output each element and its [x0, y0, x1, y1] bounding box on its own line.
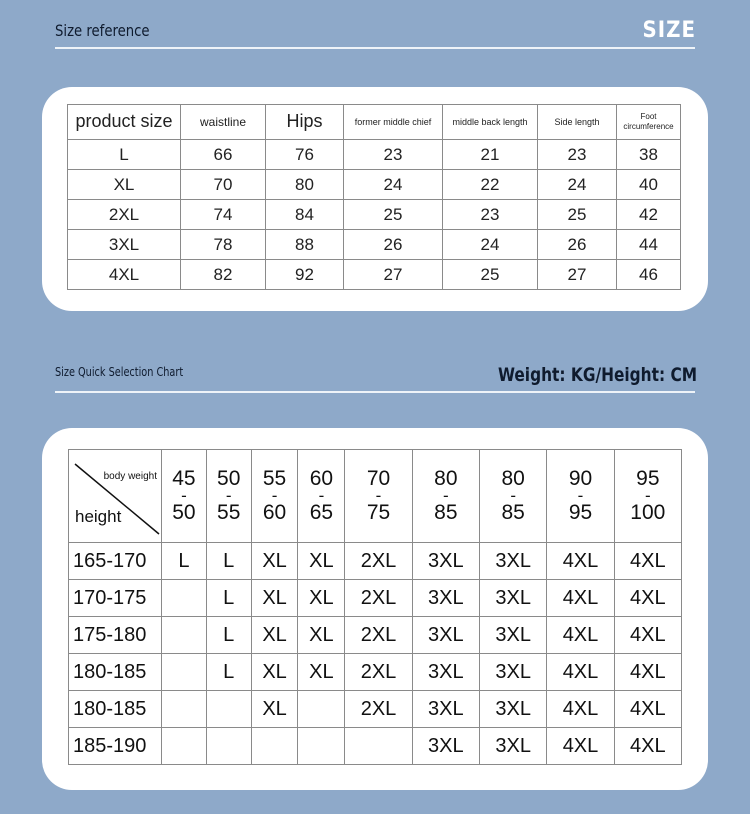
weight-range-header [614, 450, 681, 543]
col-former-middle-chief: former middle chief [344, 105, 443, 140]
recommended-size-cell [345, 728, 412, 765]
weight-from: 80 [434, 467, 458, 490]
measurement-cell: 26 [344, 230, 443, 260]
measurement-cell: 23 [344, 140, 443, 170]
recommended-size-cell: XL [298, 580, 345, 617]
quick-selection-title: Size Quick Selection Chart [55, 365, 184, 379]
table-row [68, 140, 681, 170]
measurement-cell: 23 [443, 200, 538, 230]
recommended-size-cell: XL [298, 654, 345, 691]
recommended-size-cell: 3XL [480, 728, 547, 765]
recommended-size-cell [162, 654, 207, 691]
range-dash: - [644, 486, 651, 506]
corner-weight-label: body weight [103, 471, 157, 482]
measurement-cell: 23 [538, 140, 617, 170]
height-range-label: 180-185 [69, 654, 162, 691]
quick-selection-table [68, 449, 682, 765]
recommended-size-cell: XL [251, 580, 298, 617]
recommended-size-cell [298, 691, 345, 728]
recommended-size-cell: 2XL [345, 654, 412, 691]
divider [55, 47, 695, 49]
corner-height-label: height [75, 507, 122, 526]
range-dash: - [443, 486, 449, 506]
table-row [69, 691, 682, 728]
table-row [69, 617, 682, 654]
recommended-size-cell: XL [251, 691, 298, 728]
weight-from: 55 [262, 467, 287, 490]
recommended-size-cell: XL [298, 543, 345, 580]
measurement-cell: 27 [538, 260, 617, 290]
recommended-size-cell: 3XL [412, 654, 479, 691]
weight-to: 65 [309, 500, 334, 524]
recommended-size-cell: L [206, 580, 251, 617]
measurement-cell: 88 [266, 230, 344, 260]
recommended-size-cell: 4XL [614, 728, 681, 765]
size-label: 3XL [68, 230, 181, 260]
col-foot-circumference: Foot circumference [617, 105, 681, 140]
size-table-header-row [68, 105, 681, 140]
recommended-size-cell: 4XL [547, 691, 614, 728]
recommended-size-cell [162, 580, 207, 617]
col-hips: Hips [266, 105, 344, 140]
recommended-size-cell: XL [298, 617, 345, 654]
weight-to: 55 [217, 500, 241, 524]
units-title: Weight: KG/Height: CM [498, 364, 698, 386]
col-product-size: product size [68, 105, 181, 140]
measurement-cell: 24 [538, 170, 617, 200]
table-row [69, 543, 682, 580]
table-row [69, 654, 682, 691]
measurement-cell: 66 [181, 140, 266, 170]
weight-from: 80 [501, 467, 525, 490]
measurement-cell: 92 [266, 260, 344, 290]
measurement-cell: 24 [443, 230, 538, 260]
recommended-size-cell: 3XL [480, 543, 547, 580]
weight-from: 95 [636, 467, 660, 490]
recommended-size-cell: 4XL [547, 728, 614, 765]
range-dash: - [181, 486, 187, 506]
measurement-cell: 46 [617, 260, 681, 290]
weight-range-header [206, 450, 251, 543]
measurement-cell: 27 [344, 260, 443, 290]
divider [55, 391, 695, 393]
recommended-size-cell: L [162, 543, 207, 580]
table-row [69, 580, 682, 617]
range-dash: - [271, 486, 278, 506]
recommended-size-cell: 3XL [480, 580, 547, 617]
range-dash: - [577, 486, 584, 506]
recommended-size-cell: 3XL [412, 580, 479, 617]
size-label: XL [68, 170, 181, 200]
col-side-length: Side length [538, 105, 617, 140]
weight-to: 85 [434, 500, 458, 524]
weight-to: 85 [501, 500, 525, 524]
size-table [67, 104, 681, 290]
measurement-cell: 25 [344, 200, 443, 230]
recommended-size-cell: XL [251, 543, 298, 580]
size-reference-title: Size reference [55, 21, 150, 40]
measurement-cell: 38 [617, 140, 681, 170]
weight-to: 75 [366, 500, 391, 524]
size-title: SIZE [642, 18, 696, 43]
weight-from: 50 [217, 467, 241, 490]
measurement-cell: 84 [266, 200, 344, 230]
weight-to: 60 [262, 500, 287, 524]
recommended-size-cell: 4XL [547, 617, 614, 654]
measurement-cell: 70 [181, 170, 266, 200]
recommended-size-cell [298, 728, 345, 765]
weight-range-header [547, 450, 614, 543]
measurement-cell: 74 [181, 200, 266, 230]
measurement-cell: 78 [181, 230, 266, 260]
table-row [68, 200, 681, 230]
recommended-size-cell: 3XL [412, 691, 479, 728]
measurement-cell: 44 [617, 230, 681, 260]
weight-range-header [412, 450, 479, 543]
recommended-size-cell: 4XL [547, 543, 614, 580]
measurement-cell: 26 [538, 230, 617, 260]
weight-range-header [162, 450, 207, 543]
height-range-label: 175-180 [69, 617, 162, 654]
weight-to: 95 [568, 500, 593, 524]
table-row [68, 260, 681, 290]
recommended-size-cell: 2XL [345, 691, 412, 728]
recommended-size-cell: 4XL [614, 580, 681, 617]
table-row [69, 728, 682, 765]
recommended-size-cell: 3XL [480, 691, 547, 728]
recommended-size-cell: L [206, 617, 251, 654]
range-dash: - [375, 486, 382, 506]
corner-cell [69, 450, 162, 543]
recommended-size-cell: 4XL [614, 617, 681, 654]
recommended-size-cell: L [206, 543, 251, 580]
weight-from: 90 [568, 467, 593, 490]
range-dash: - [318, 486, 325, 506]
weight-range-header [345, 450, 412, 543]
measurement-cell: 40 [617, 170, 681, 200]
recommended-size-cell: 4XL [614, 691, 681, 728]
measurement-cell: 82 [181, 260, 266, 290]
weight-range-header [298, 450, 345, 543]
recommended-size-cell: 3XL [412, 543, 479, 580]
recommended-size-cell: 4XL [614, 654, 681, 691]
recommended-size-cell [206, 728, 251, 765]
recommended-size-cell: 2XL [345, 580, 412, 617]
recommended-size-cell: 4XL [614, 543, 681, 580]
weight-to: 50 [172, 500, 196, 524]
measurement-cell: 21 [443, 140, 538, 170]
measurement-cell: 24 [344, 170, 443, 200]
recommended-size-cell: 3XL [480, 617, 547, 654]
size-label: 2XL [68, 200, 181, 230]
recommended-size-cell: XL [251, 654, 298, 691]
recommended-size-cell: 4XL [547, 654, 614, 691]
weight-from: 60 [309, 467, 334, 490]
height-range-label: 185-190 [69, 728, 162, 765]
weight-range-header [251, 450, 298, 543]
height-range-label: 180-185 [69, 691, 162, 728]
measurement-cell: 80 [266, 170, 344, 200]
height-range-label: 170-175 [69, 580, 162, 617]
recommended-size-cell [162, 691, 207, 728]
recommended-size-cell: 3XL [412, 617, 479, 654]
recommended-size-cell: 3XL [480, 654, 547, 691]
recommended-size-cell: XL [251, 617, 298, 654]
table-row [68, 230, 681, 260]
weight-range-header [480, 450, 547, 543]
recommended-size-cell: 2XL [345, 617, 412, 654]
recommended-size-cell [206, 691, 251, 728]
size-label: 4XL [68, 260, 181, 290]
measurement-cell: 22 [443, 170, 538, 200]
measurement-cell: 25 [538, 200, 617, 230]
range-dash: - [225, 486, 232, 506]
table-row [68, 170, 681, 200]
weight-from: 45 [172, 467, 196, 490]
diagonal-line-icon [69, 450, 161, 542]
recommended-size-cell: 4XL [547, 580, 614, 617]
size-label: L [68, 140, 181, 170]
recommended-size-cell: 3XL [412, 728, 479, 765]
measurement-cell: 42 [617, 200, 681, 230]
range-dash: - [510, 486, 516, 506]
recommended-size-cell [162, 728, 207, 765]
col-middle-back-length: middle back length [443, 105, 538, 140]
recommended-size-cell: L [206, 654, 251, 691]
recommended-size-cell [251, 728, 298, 765]
recommended-size-cell [162, 617, 207, 654]
measurement-cell: 76 [266, 140, 344, 170]
measurement-cell: 25 [443, 260, 538, 290]
weight-to: 100 [630, 500, 666, 524]
weight-from: 70 [366, 467, 391, 490]
col-waistline: waistline [181, 105, 266, 140]
recommended-size-cell: 2XL [345, 543, 412, 580]
quick-table-header-row [69, 450, 682, 543]
height-range-label: 165-170 [69, 543, 162, 580]
